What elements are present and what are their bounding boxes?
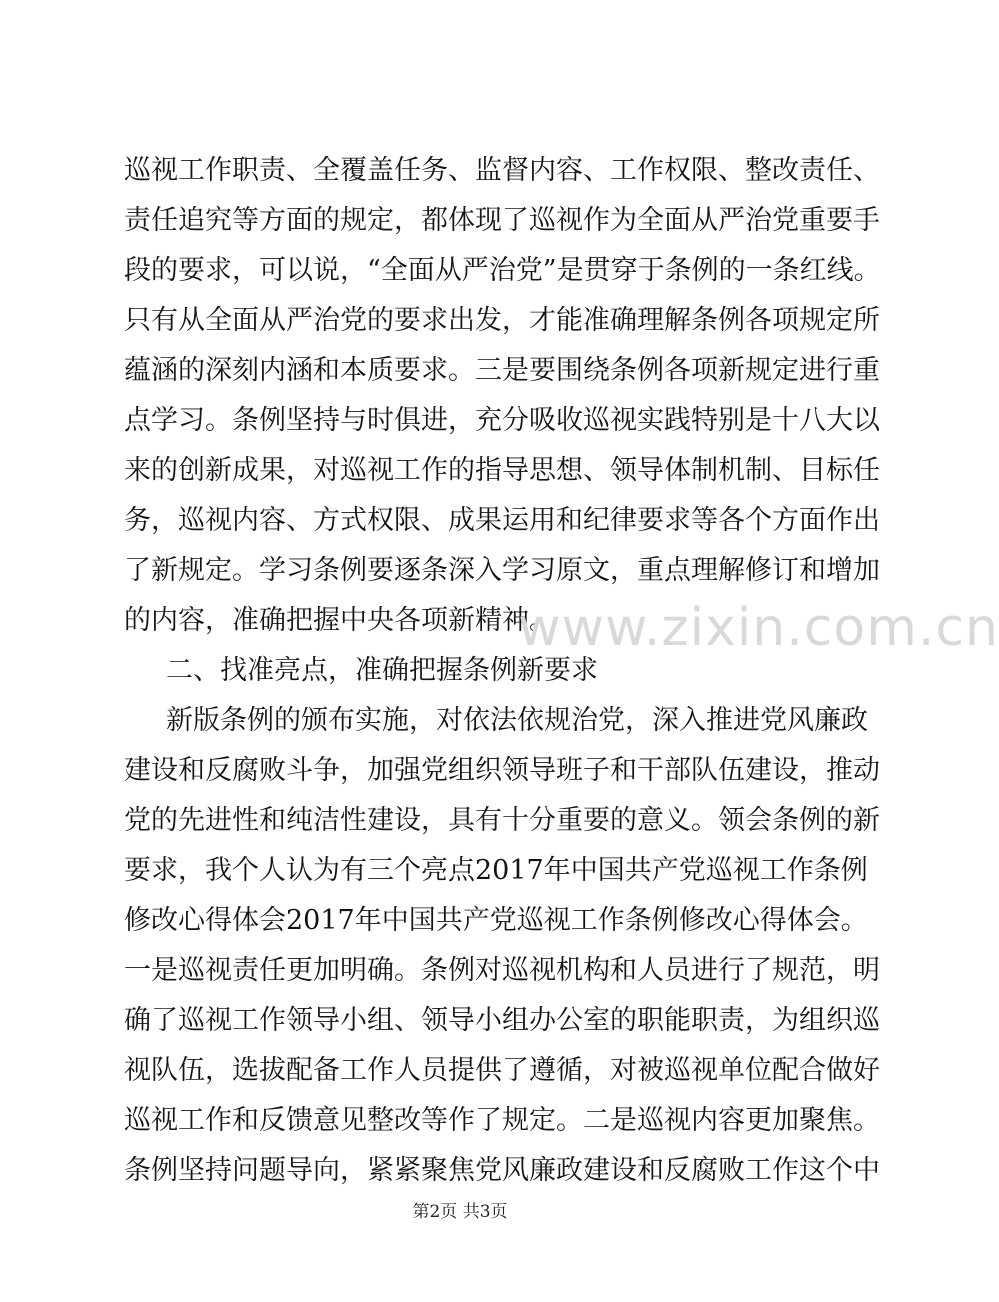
text-line: 只有从全面从严治党的要求出发，才能准确理解条例各项规定所 xyxy=(124,305,880,336)
text-line: 巡视工作和反馈意见整改等作了规定。二是巡视内容更加聚焦。 xyxy=(124,1105,880,1136)
text-line: 建设和反腐败斗争，加强党组织领导班子和干部队伍建设，推动 xyxy=(124,755,880,786)
text-line: 要求，我个人认为有三个亮点2017年中国共产党巡视工作条例 xyxy=(124,855,868,886)
text-line: 视队伍，选拔配备工作人员提供了遵循，对被巡视单位配合做好 xyxy=(124,1055,880,1086)
watermark: www.zixin.com.cn xyxy=(518,598,999,658)
text-line: 巡视工作职责、全覆盖任务、监督内容、工作权限、整改责任、 xyxy=(124,155,880,186)
text-line: 段的要求，可以说，“全面从严治党”是贯穿于条例的一条红线。 xyxy=(124,255,881,286)
document-body xyxy=(124,146,881,1196)
page-footer: 第2页 共3页 xyxy=(412,1202,508,1222)
text-line: 责任追究等方面的规定，都体现了巡视作为全面从严治党重要手 xyxy=(124,205,880,236)
section-heading: 二、找准亮点，准确把握条例新要求 xyxy=(166,655,598,686)
text-line: 条例坚持问题导向，紧紧聚焦党风廉政建设和反腐败工作这个中 xyxy=(124,1155,880,1186)
text-line: 修改心得体会2017年中国共产党巡视工作条例修改心得体会。 xyxy=(124,905,868,936)
text-line: 党的先进性和纯洁性建设，具有十分重要的意义。领会条例的新 xyxy=(124,805,880,836)
text-line: 新版条例的颁布实施，对依法依规治党，深入推进党风廉政 xyxy=(166,705,868,736)
text-line: 点学习。条例坚持与时俱进，充分吸收巡视实践特别是十八大以 xyxy=(124,405,880,436)
text-line: 来的创新成果，对巡视工作的指导思想、领导体制机制、目标任 xyxy=(124,455,880,486)
text-line: 蕴涵的深刻内涵和本质要求。三是要围绕条例各项新规定进行重 xyxy=(124,355,880,386)
text-line: 的内容，准确把握中央各项新精神。 xyxy=(124,605,556,636)
text-line: 一是巡视责任更加明确。条例对巡视机构和人员进行了规范，明 xyxy=(124,955,880,986)
text-line: 确了巡视工作领导小组、领导小组办公室的职能职责，为组织巡 xyxy=(124,1005,880,1036)
text-line: 务，巡视内容、方式权限、成果运用和纪律要求等各个方面作出 xyxy=(124,505,880,536)
text-line: 了新规定。学习条例要逐条深入学习原文，重点理解修订和增加 xyxy=(124,555,880,586)
